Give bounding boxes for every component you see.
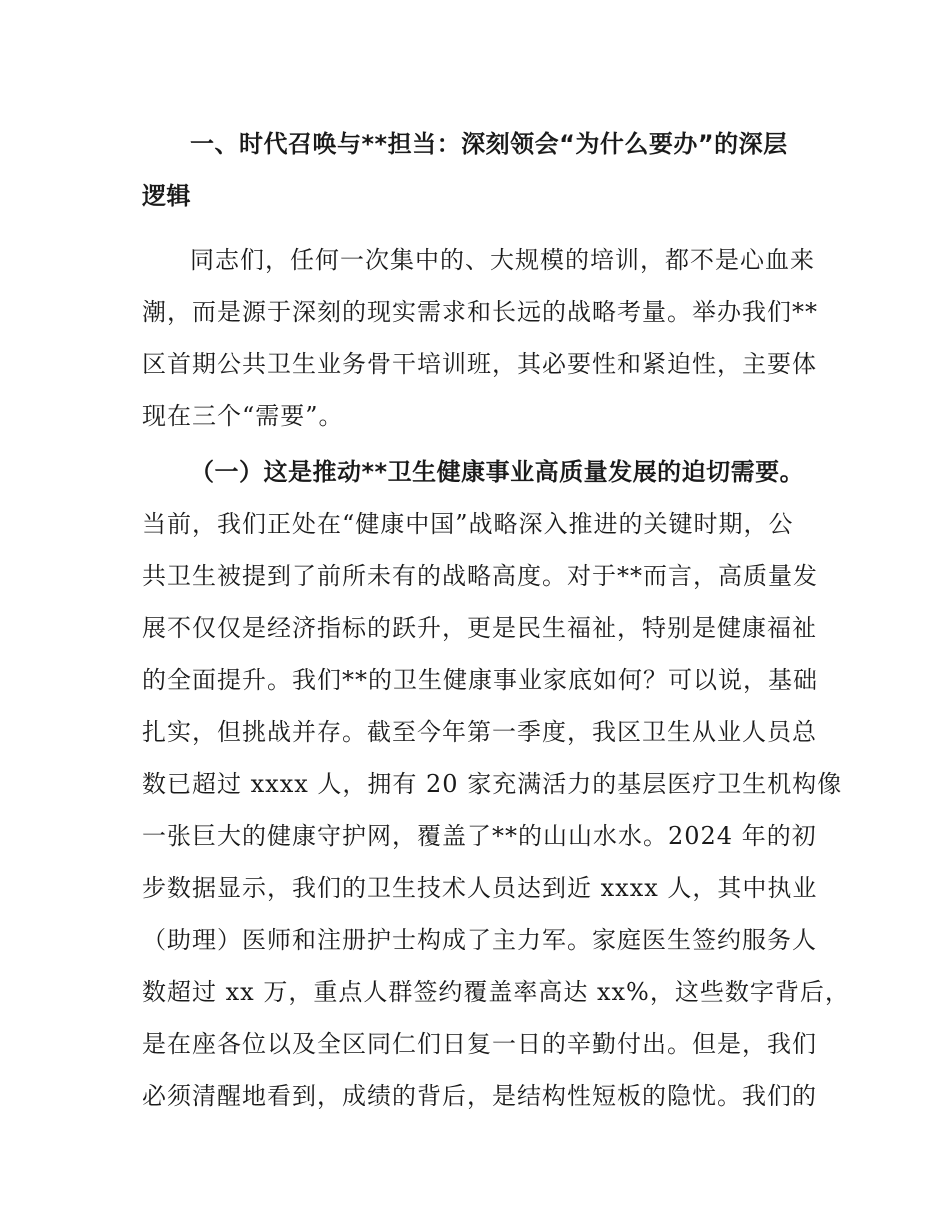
- intro-line-4: 现在三个“需要”。: [142, 402, 344, 430]
- subsection-line-12: 必须清醒地看到，成绩的背后，是结构性短板的隐忧。我们的: [142, 1082, 817, 1110]
- section-heading-line-2: 逻辑: [142, 182, 191, 210]
- subsection-line-7: 一张巨大的健康守护网，覆盖了**的山山水水。2024 年的初: [142, 822, 817, 850]
- section-heading-line-1: 一、时代召唤与**担当：深刻领会“为什么要办”的深层: [190, 130, 788, 158]
- intro-line-2: 潮，而是源于深刻的现实需求和长远的战略考量。举办我们**: [142, 298, 818, 326]
- section-heading: [142, 118, 812, 222]
- subsection-line-11: 是在座各位以及全区同仁们日复一日的辛勤付出。但是，我们: [142, 1030, 817, 1058]
- subsection-bold-lead: （一）这是推动**卫生健康事业高质量发展的迫切需要。: [190, 458, 805, 486]
- intro-line-3: 区首期公共卫生业务骨干培训班，其必要性和紧迫性，主要体: [142, 350, 817, 378]
- subsection-line-5: 扎实，但挑战并存。截至今年第一季度，我区卫生从业人员总: [142, 718, 817, 746]
- subsection-line-8: 步数据显示，我们的卫生技术人员达到近 xxxx 人，其中执业: [142, 874, 818, 902]
- intro-paragraph: [142, 234, 818, 442]
- subsection-line-6: 数已超过 xxxx 人，拥有 20 家充满活力的基层医疗卫生机构像: [142, 770, 843, 798]
- subsection-line-3: 展不仅仅是经济指标的跃升，更是民生福祉，特别是健康福祉: [142, 614, 817, 642]
- subsection-line-4: 的全面提升。我们**的卫生健康事业家底如何？可以说，基础: [142, 666, 818, 694]
- subsection-line-1: 当前，我们正处在“健康中国”战略深入推进的关键时期，公: [142, 510, 794, 538]
- subsection-paragraph: [142, 446, 850, 1122]
- subsection-line-2: 共卫生被提到了前所未有的战略高度。对于**而言，高质量发: [142, 562, 818, 590]
- subsection-line-9: （助理）医师和注册护士构成了主力军。家庭医生签约服务人: [142, 926, 817, 954]
- subsection-line-10: 数超过 xx 万，重点人群签约覆盖率高达 xx%，这些数字背后，: [142, 978, 850, 1006]
- intro-line-1: 同志们，任何一次集中的、大规模的培训，都不是心血来: [190, 246, 815, 274]
